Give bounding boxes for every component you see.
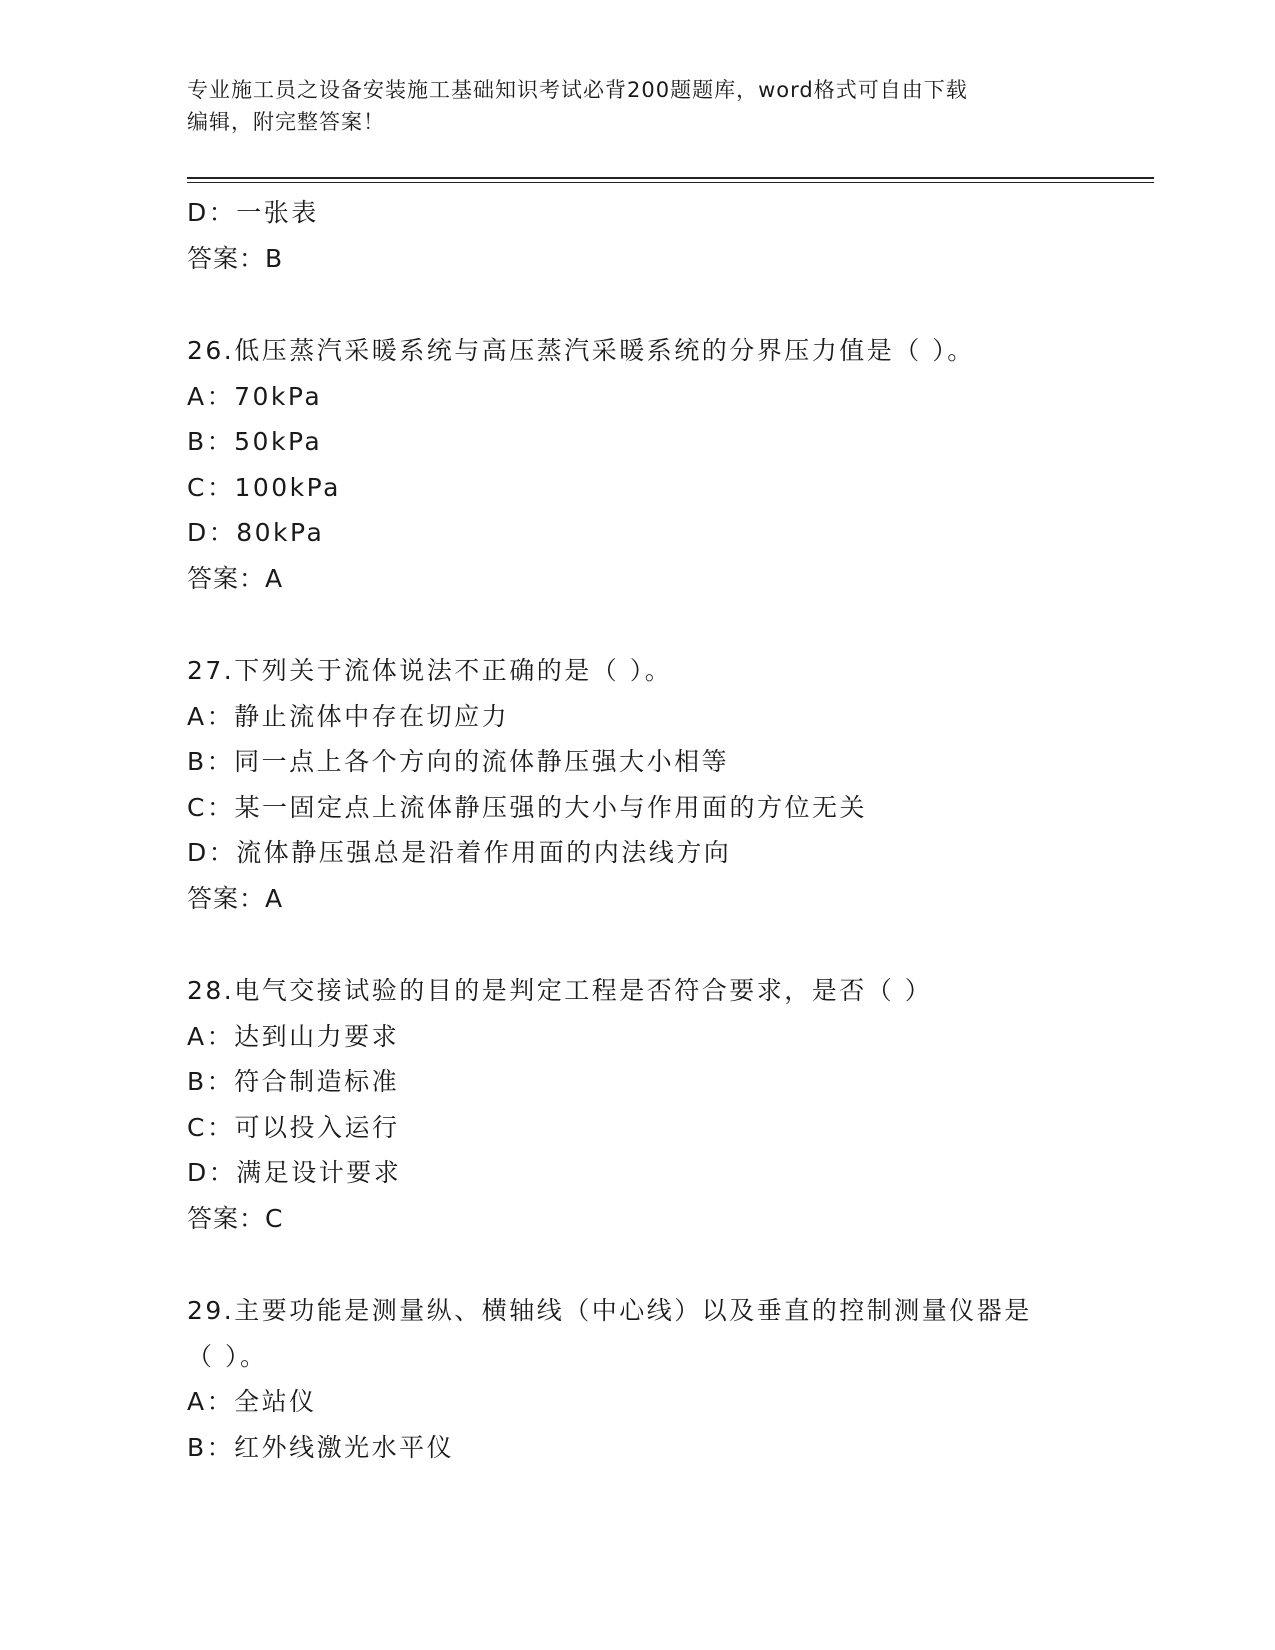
answer: 答案：C [187, 1203, 284, 1233]
question-stem-continued: （ ）。 [187, 1341, 268, 1371]
option-b: B：50kPa [187, 427, 323, 456]
option-c: C：可以投入运行 [187, 1112, 400, 1142]
question-28 [187, 968, 1147, 1241]
option-b: B：红外线激光水平仪 [187, 1432, 455, 1462]
option-d: D：满足设计要求 [187, 1158, 402, 1187]
option-a: A：静止流体中存在切应力 [187, 701, 510, 731]
prev-answer: 答案：B [187, 243, 284, 273]
option-a: A：全站仪 [187, 1387, 317, 1416]
header-line-2: 编辑，附完整答案！ [187, 110, 385, 134]
question-29 [187, 1288, 1147, 1470]
option-a: A：70kPa [187, 381, 323, 411]
question-stem: 29.主要功能是测量纵、横轴线（中心线）以及垂直的控制测量仪器是 [187, 1296, 1032, 1325]
option-c: C：某一固定点上流体静压强的大小与作用面的方位无关 [187, 792, 867, 822]
header-line-1: 专业施工员之设备安装施工基础知识考试必背200题题库，word格式可自由下载 [187, 78, 968, 102]
question-list [187, 190, 1147, 1470]
option-d: D：80kPa [187, 518, 325, 547]
option-b: B：符合制造标准 [187, 1067, 400, 1096]
option-d: D：流体静压强总是沿着作用面的内法线方向 [187, 838, 732, 867]
option-c: C：100kPa [187, 472, 341, 502]
prev-option-d: D：一张表 [187, 198, 319, 227]
question-stem: 27.下列关于流体说法不正确的是（ ）。 [187, 656, 673, 685]
answer: 答案：A [187, 563, 284, 593]
question-27 [187, 648, 1147, 921]
document-header [187, 74, 1087, 138]
header-rule-thick [187, 177, 1154, 179]
answer: 答案：A [187, 883, 284, 913]
header-rule-thin [187, 182, 1154, 183]
question-stem: 28.电气交接试验的目的是判定工程是否符合要求，是否（ ） [187, 976, 933, 1005]
option-b: B：同一点上各个方向的流体静压强大小相等 [187, 747, 730, 776]
question-stem: 26.低压蒸汽采暖系统与高压蒸汽采暖系统的分界压力值是（ ）。 [187, 336, 975, 365]
option-a: A：达到山力要求 [187, 1021, 400, 1051]
question-26 [187, 328, 1147, 601]
